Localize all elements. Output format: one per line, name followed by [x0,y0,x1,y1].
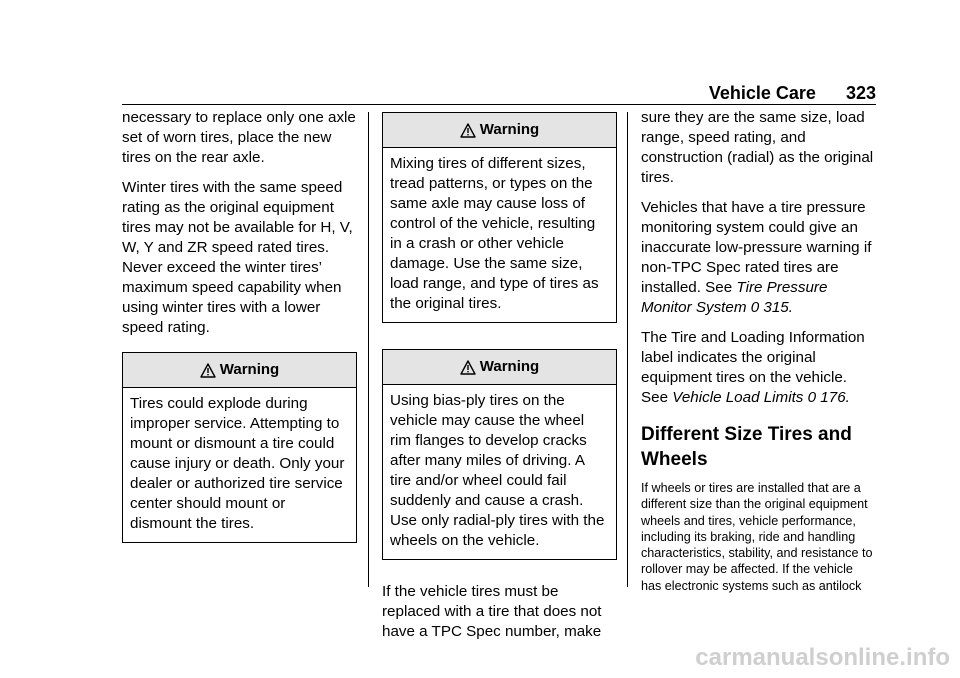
header-rule [122,104,876,105]
paragraph: If the vehicle tires must be replaced with a tire that does not have a TPC Spec number, make [382,583,602,640]
paragraph-text: Vehicles that have a tire pressure monitoring system could give an inaccurate low-pressure warning if non-TPC Spec rated tires are installed. See [641,199,872,296]
paragraph [641,328,876,408]
warning-header [123,353,356,388]
paragraph [641,198,876,318]
warning-box [382,112,617,323]
column-1 [122,108,357,543]
page-reference[interactable]: 0 315. [750,299,793,316]
section-title: Vehicle Care [708,83,816,103]
warning-header [383,350,616,385]
warning-body: Mixing tires of different sizes, tread patterns, or types on the same axle may cause loss of control of the vehicle, resulting in a crash or other vehicle damage. Use the same size, load range, and type of tires as the original tires. [390,155,599,312]
warning-box [122,352,357,543]
warning-triangle-icon [460,123,476,138]
warning-body: Using bias-ply tires on the vehicle may cause the wheel rim flanges to develop cracks after many miles of driving. A tire and/or wheel could fail suddenly and cause a crash. Use only radial-ply tires with the wheels on the vehicle. [390,392,605,549]
paragraph: sure they are the same size, load range, speed rating, and construction (radial) as the original tires. [641,109,874,186]
warning-title: Warning [219,361,280,378]
page-number: 323 [845,83,876,103]
column-3 [641,108,876,604]
section-heading: Different Size Tires and Wheels [641,424,852,470]
column-divider [368,112,369,587]
paragraph: If wheels or tires are installed that are a different size than the original equipment wheels and tires, vehicle performance, including its braking, ride and handling characteristics, stability, and resistance to rollover may be affected. If the vehicle has electronic systems such as antilock [641,481,873,593]
warning-triangle-icon [460,360,476,375]
paragraph: Winter tires with the same speed rating as the original equipment tires may not be available for H, V, W, Y and ZR speed rated tires. Never exceed the winter tires’ maximum speed capability when using winter tires with a lower speed rating. [122,179,353,336]
paragraph-text: The Tire and Loading Information label indicates the original equipment tires on the vehicle. See [641,329,865,406]
warning-header [383,113,616,148]
cross-reference-link[interactable]: Tire Pressure Monitor System [641,279,828,316]
warning-title: Warning [479,121,540,138]
warning-body: Tires could explode during improper service. Attempting to mount or dismount a tire could cause injury or death. Only your dealer or authorized tire service center should mount or dismount the tires. [130,395,345,532]
warning-triangle-icon [200,363,216,378]
warning-title: Warning [479,358,540,375]
cross-reference-link[interactable]: Vehicle Load Limits [672,389,804,406]
page-reference[interactable]: 0 176. [807,389,850,406]
watermark: carmanualsonline.info [695,644,950,671]
warning-box [382,349,617,560]
column-divider [627,112,628,587]
paragraph: necessary to replace only one axle set of worn tires, place the new tires on the rear axle. [122,109,356,166]
column-2 [382,108,617,652]
page-header [122,83,876,104]
